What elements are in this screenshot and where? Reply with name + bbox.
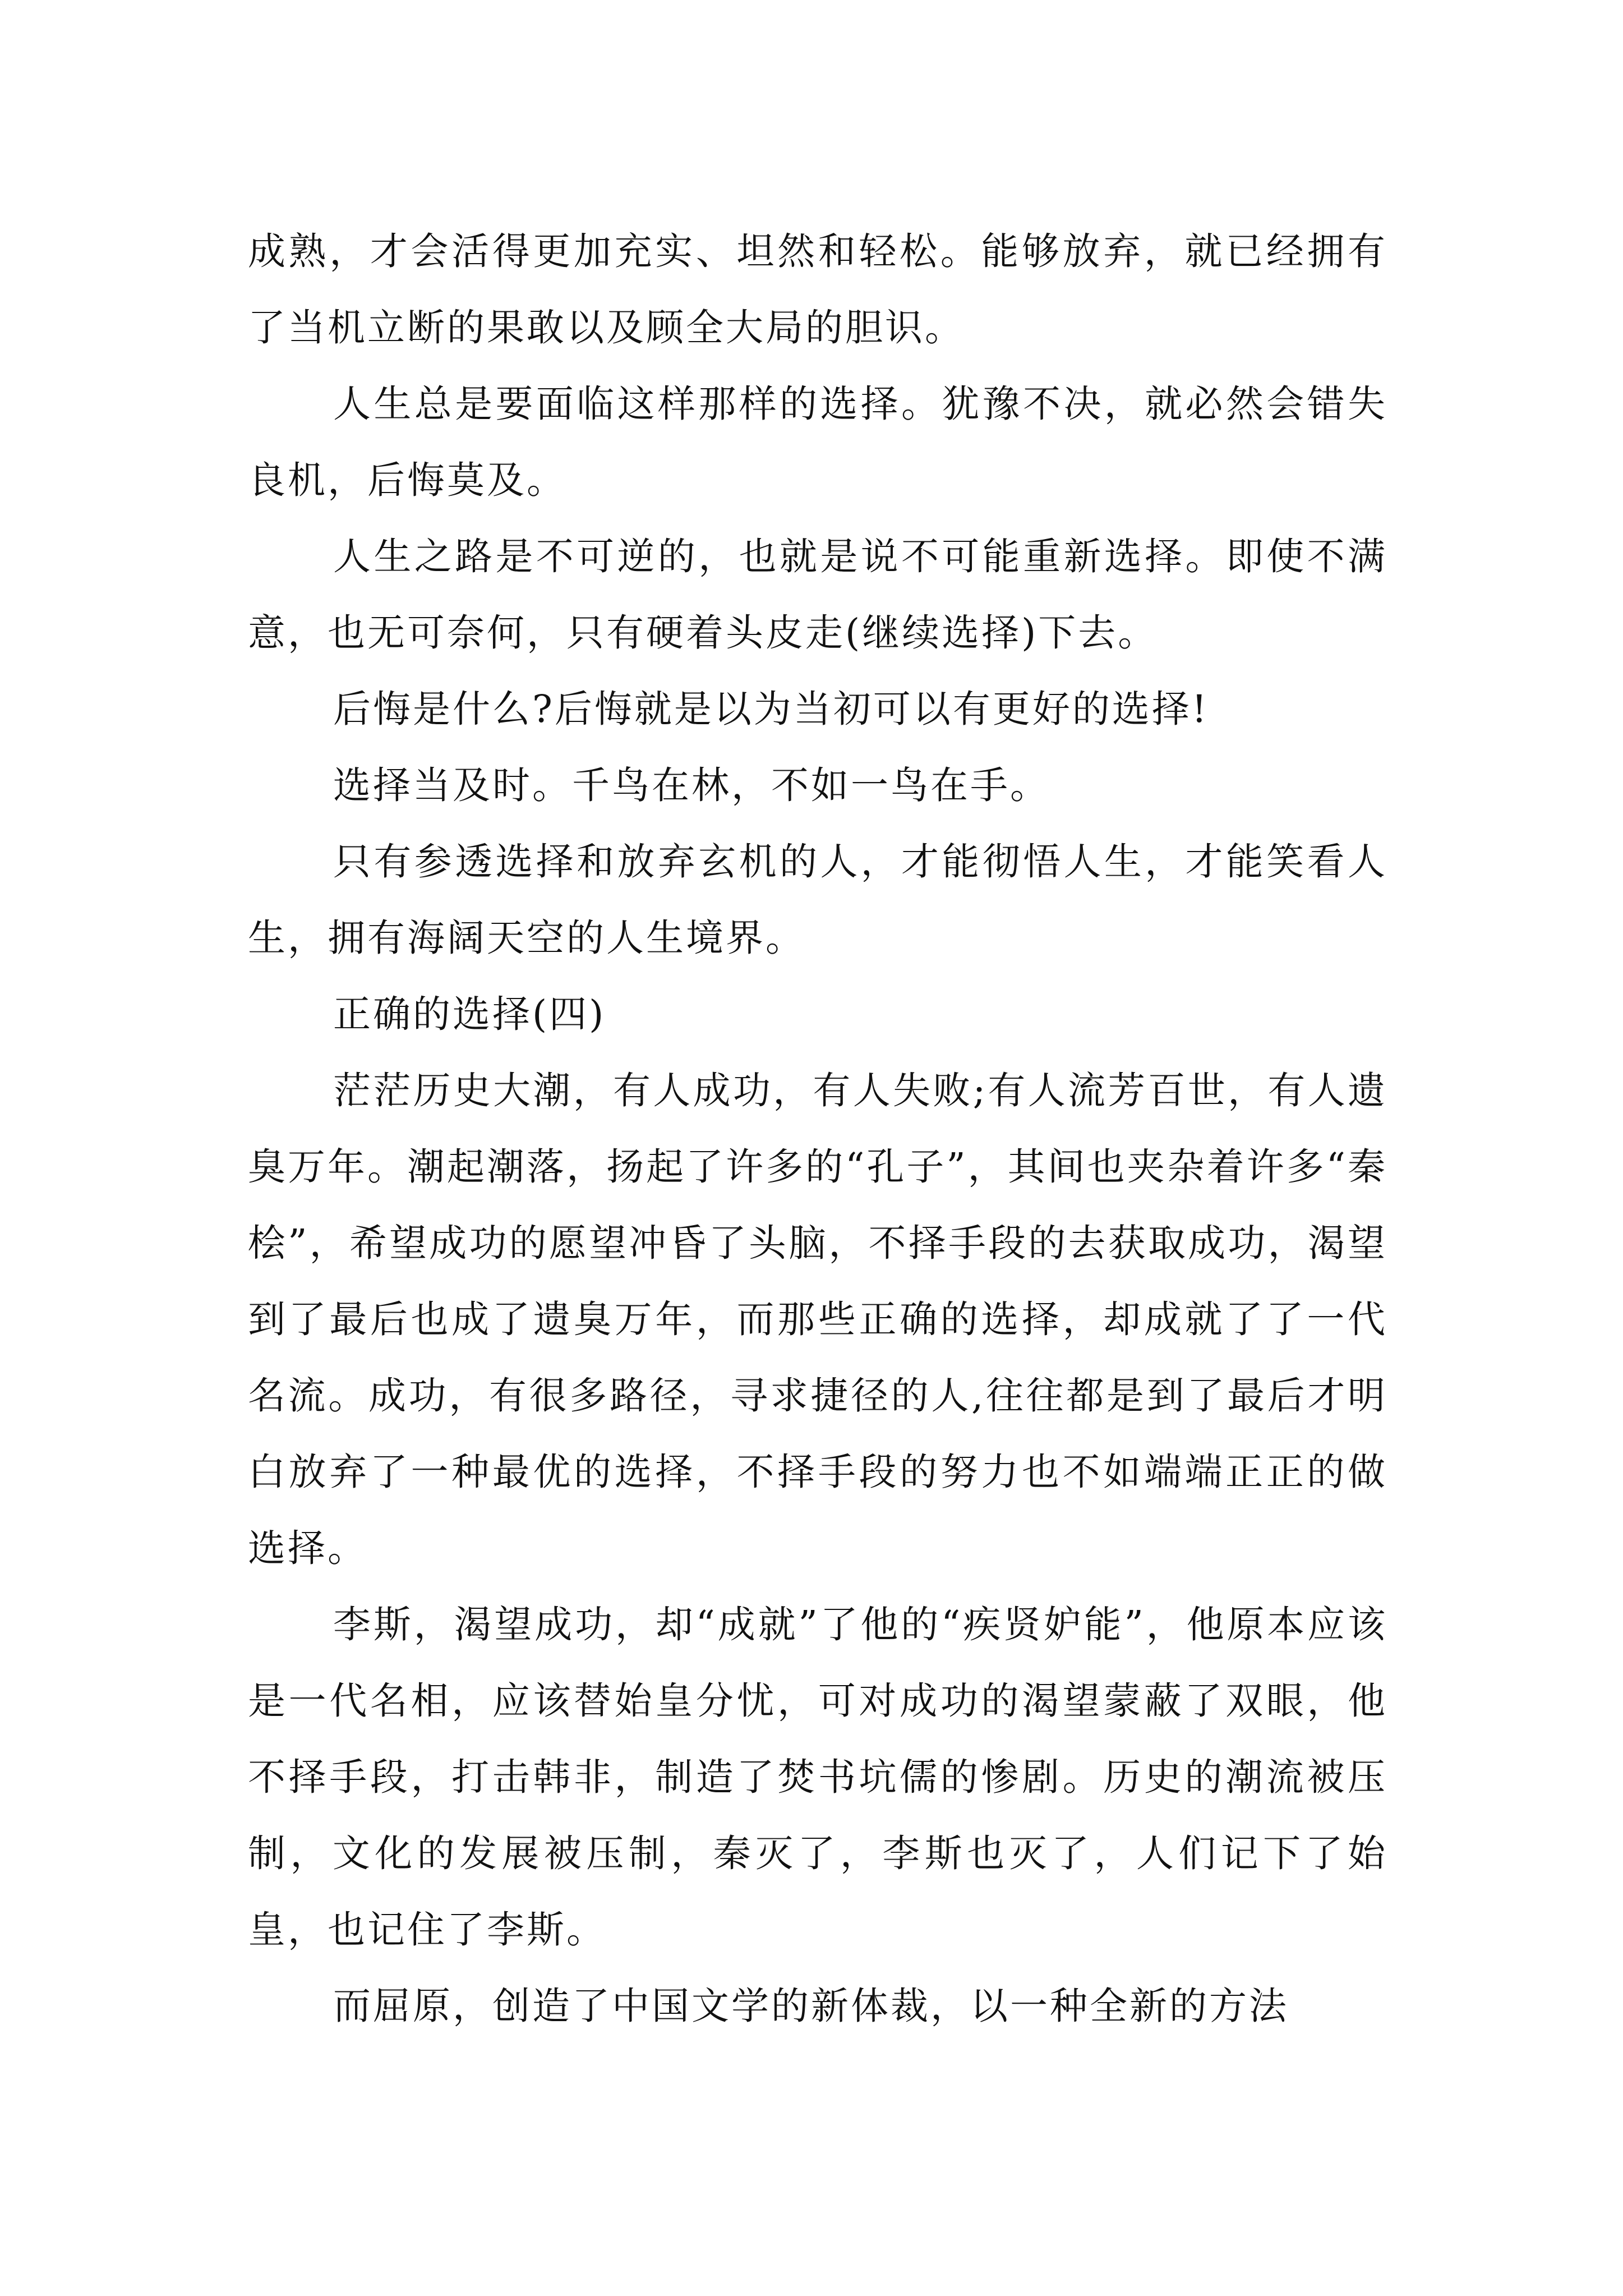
paragraph: 选择当及时。千鸟在林，不如一鸟在手。 xyxy=(333,763,1050,807)
paragraph: 只有参透选择和放弃玄机的人，才能彻悟人生，才能笑看人生，拥有海阔天空的人生境界。 xyxy=(248,840,1387,960)
paragraph: 人生之路是不可逆的，也就是说不可能重新选择。即使不满意，也无可奈何，只有硬着头皮走(继续选择)下去。 xyxy=(248,535,1387,655)
paragraph: 后悔是什么?后悔就是以为当初可以有更好的选择! xyxy=(333,687,1209,731)
paragraph: 李斯，渴望成功，却“成就”了他的“疾贤妒能”，他原本应该是一代名相，应该替始皇分忧，可对成功的渴望蒙蔽了双眼，他不择手段，打击韩非，制造了焚书坑儒的惨剧。历史的潮流被压制，文化的发展被压制，秦灭了，李斯也灭了，人们记下了始皇，也记住了李斯。 xyxy=(248,1603,1387,1952)
section-heading: 正确的选择(四) xyxy=(333,992,606,1036)
paragraph: 人生总是要面临这样那样的选择。犹豫不决，就必然会错失良机，后悔莫及。 xyxy=(248,382,1387,502)
paragraph: 茫茫历史大潮，有人成功，有人失败;有人流芳百世，有人遗臭万年。潮起潮落，扬起了许多的“孔子”，其间也夹杂着许多“秦桧”，希望成功的愿望冲昏了头脑，不择手段的去获取成功，渴望到了最后也成了遗臭万年，而那些正确的选择，却成就了了一代名流。成功，有很多路径，寻求捷径的人,往往都是到了最后才明白放弃了一种最优的选择，不择手段的努力也不如端端正正的做选择。 xyxy=(248,1069,1387,1570)
document-body xyxy=(248,213,1387,2044)
paragraph: 成熟，才会活得更加充实、坦然和轻松。能够放弃，就已经拥有了当机立断的果敢以及顾全大局的胆识。 xyxy=(248,229,1387,349)
paragraph: 而屈原，创造了中国文学的新体裁，以一种全新的方法 xyxy=(333,1984,1289,2028)
